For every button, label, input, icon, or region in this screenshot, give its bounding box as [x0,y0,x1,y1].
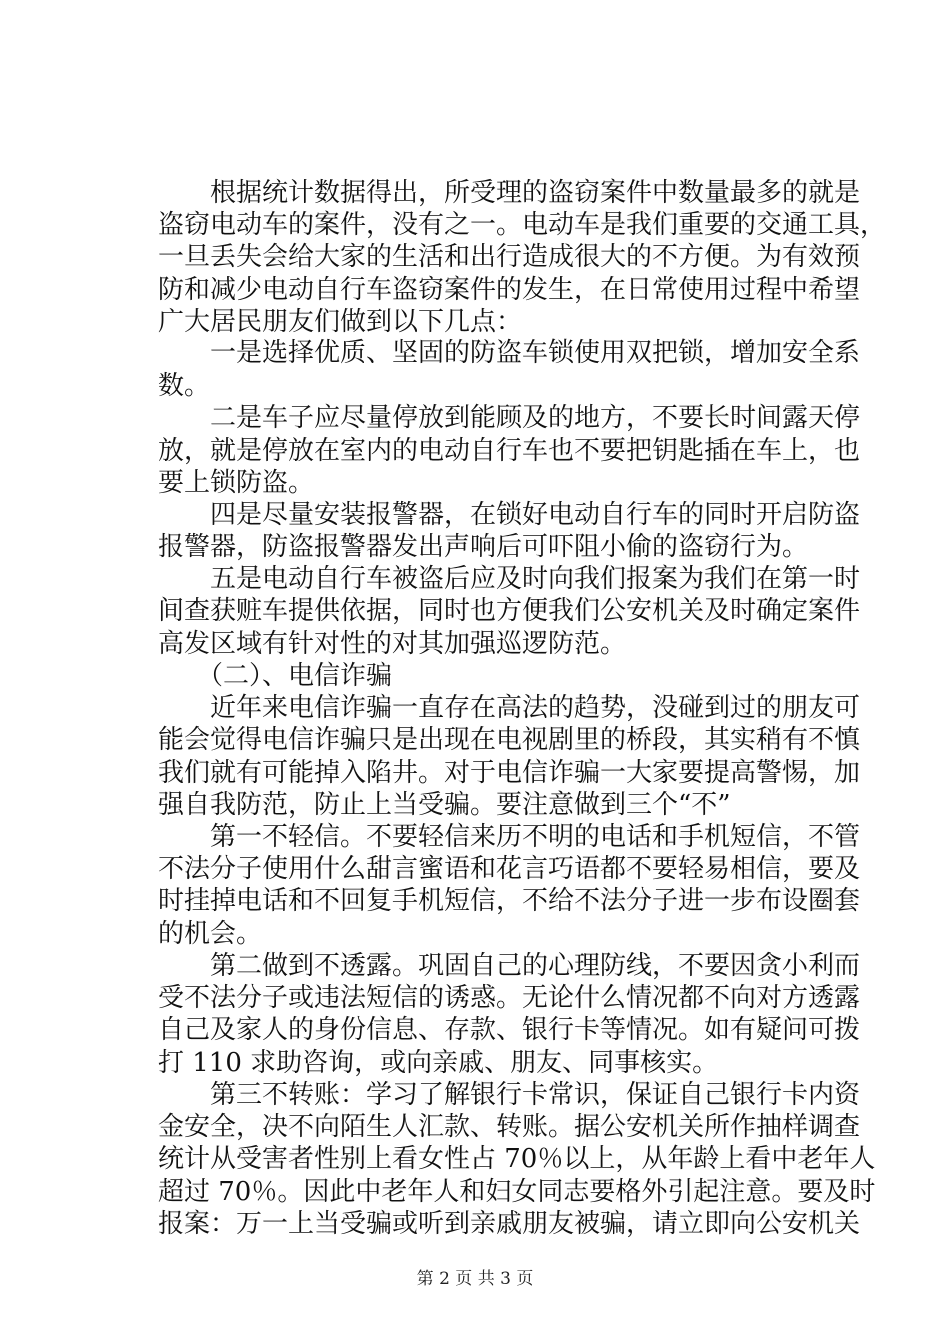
paragraph-line: 统计从受害者性别上看女性占 70％以上，从年龄上看中老年人 [158,1144,876,1174]
paragraph-line: 自己及家人的身份信息、存款、银行卡等情况。如有疑问可拨 [158,1015,861,1045]
paragraph-line: 高发区域有针对性的对其加强巡逻防范。 [158,629,627,659]
paragraph-line: 一旦丢失会给大家的生活和出行造成很大的不方便。为有效预 [158,242,861,272]
paragraph-line: 第三不转账：学习了解银行卡常识，保证自己银行卡内资 [158,1080,861,1110]
paragraph-line: 时挂掉电话和不回复手机短信，不给不法分子进一步布设圈套 [158,886,861,916]
paragraph-line: 四是尽量安装报警器，在锁好电动自行车的同时开启防盗 [158,500,861,530]
paragraph-line: 金安全，决不向陌生人汇款、转账。据公安机关所作抽样调查 [158,1112,861,1142]
paragraph-line: 根据统计数据得出，所受理的盗窃案件中数量最多的就是 [158,178,861,208]
paragraph-line: 报警器，防盗报警器发出声响后可吓阻小偷的盗窃行为。 [158,532,809,562]
paragraph-line: 的机会。 [158,919,263,949]
paragraph-line: 要上锁防盗。 [158,468,315,498]
paragraph-line: 能会觉得电信诈骗只是出现在电视剧里的桥段，其实稍有不慎 [158,725,861,755]
page-number-footer: 第 2 页 共 3 页 [416,1269,534,1289]
paragraph-line: 我们就有可能掉入陷井。对于电信诈骗一大家要提高警惕，加 [158,758,861,788]
section-heading: （二）、电信诈骗 [158,661,393,691]
paragraph-line: 第二做到不透露。巩固自己的心理防线，不要因贪小利而 [158,951,861,981]
paragraph-line: 超过 70％。因此中老年人和妇女同志要格外引起注意。要及时 [158,1177,876,1207]
paragraph-line: 广大居民朋友们做到以下几点： [158,307,523,337]
paragraph-line: 数。 [158,371,211,401]
paragraph-line: 打 110 求助咨询，或向亲戚、朋友、同事核实。 [158,1048,719,1078]
paragraph-line: 五是电动自行车被盗后应及时向我们报案为我们在第一时 [158,564,861,594]
paragraph-line: 二是车子应尽量停放到能顾及的地方，不要长时间露天停 [158,403,861,433]
paragraph-line: 强自我防范，防止上当受骗。要注意做到三个“不” [158,790,731,820]
paragraph-line: 近年来电信诈骗一直存在高法的趋势，没碰到过的朋友可 [158,693,861,723]
paragraph-line: 防和减少电动自行车盗窃案件的发生，在日常使用过程中希望 [158,275,861,305]
paragraph-line: 放，就是停放在室内的电动自行车也不要把钥匙插在车上，也 [158,436,861,466]
paragraph-line: 受不法分子或违法短信的诱惑。无论什么情况都不向对方透露 [158,983,861,1013]
paragraph-line: 第一不轻信。不要轻信来历不明的电话和手机短信，不管 [158,822,861,852]
paragraph-line: 间查获赃车提供依据，同时也方便我们公安机关及时确定案件 [158,596,861,626]
paragraph-line: 盗窃电动车的案件，没有之一。电动车是我们重要的交通工具， [158,210,887,240]
paragraph-line: 一是选择优质、坚固的防盗车锁使用双把锁，增加安全系 [158,338,861,368]
paragraph-line: 不法分子使用什么甜言蜜语和花言巧语都不要轻易相信，要及 [158,854,861,884]
paragraph-line: 报案：万一上当受骗或听到亲戚朋友被骗，请立即向公安机关 [158,1209,861,1239]
